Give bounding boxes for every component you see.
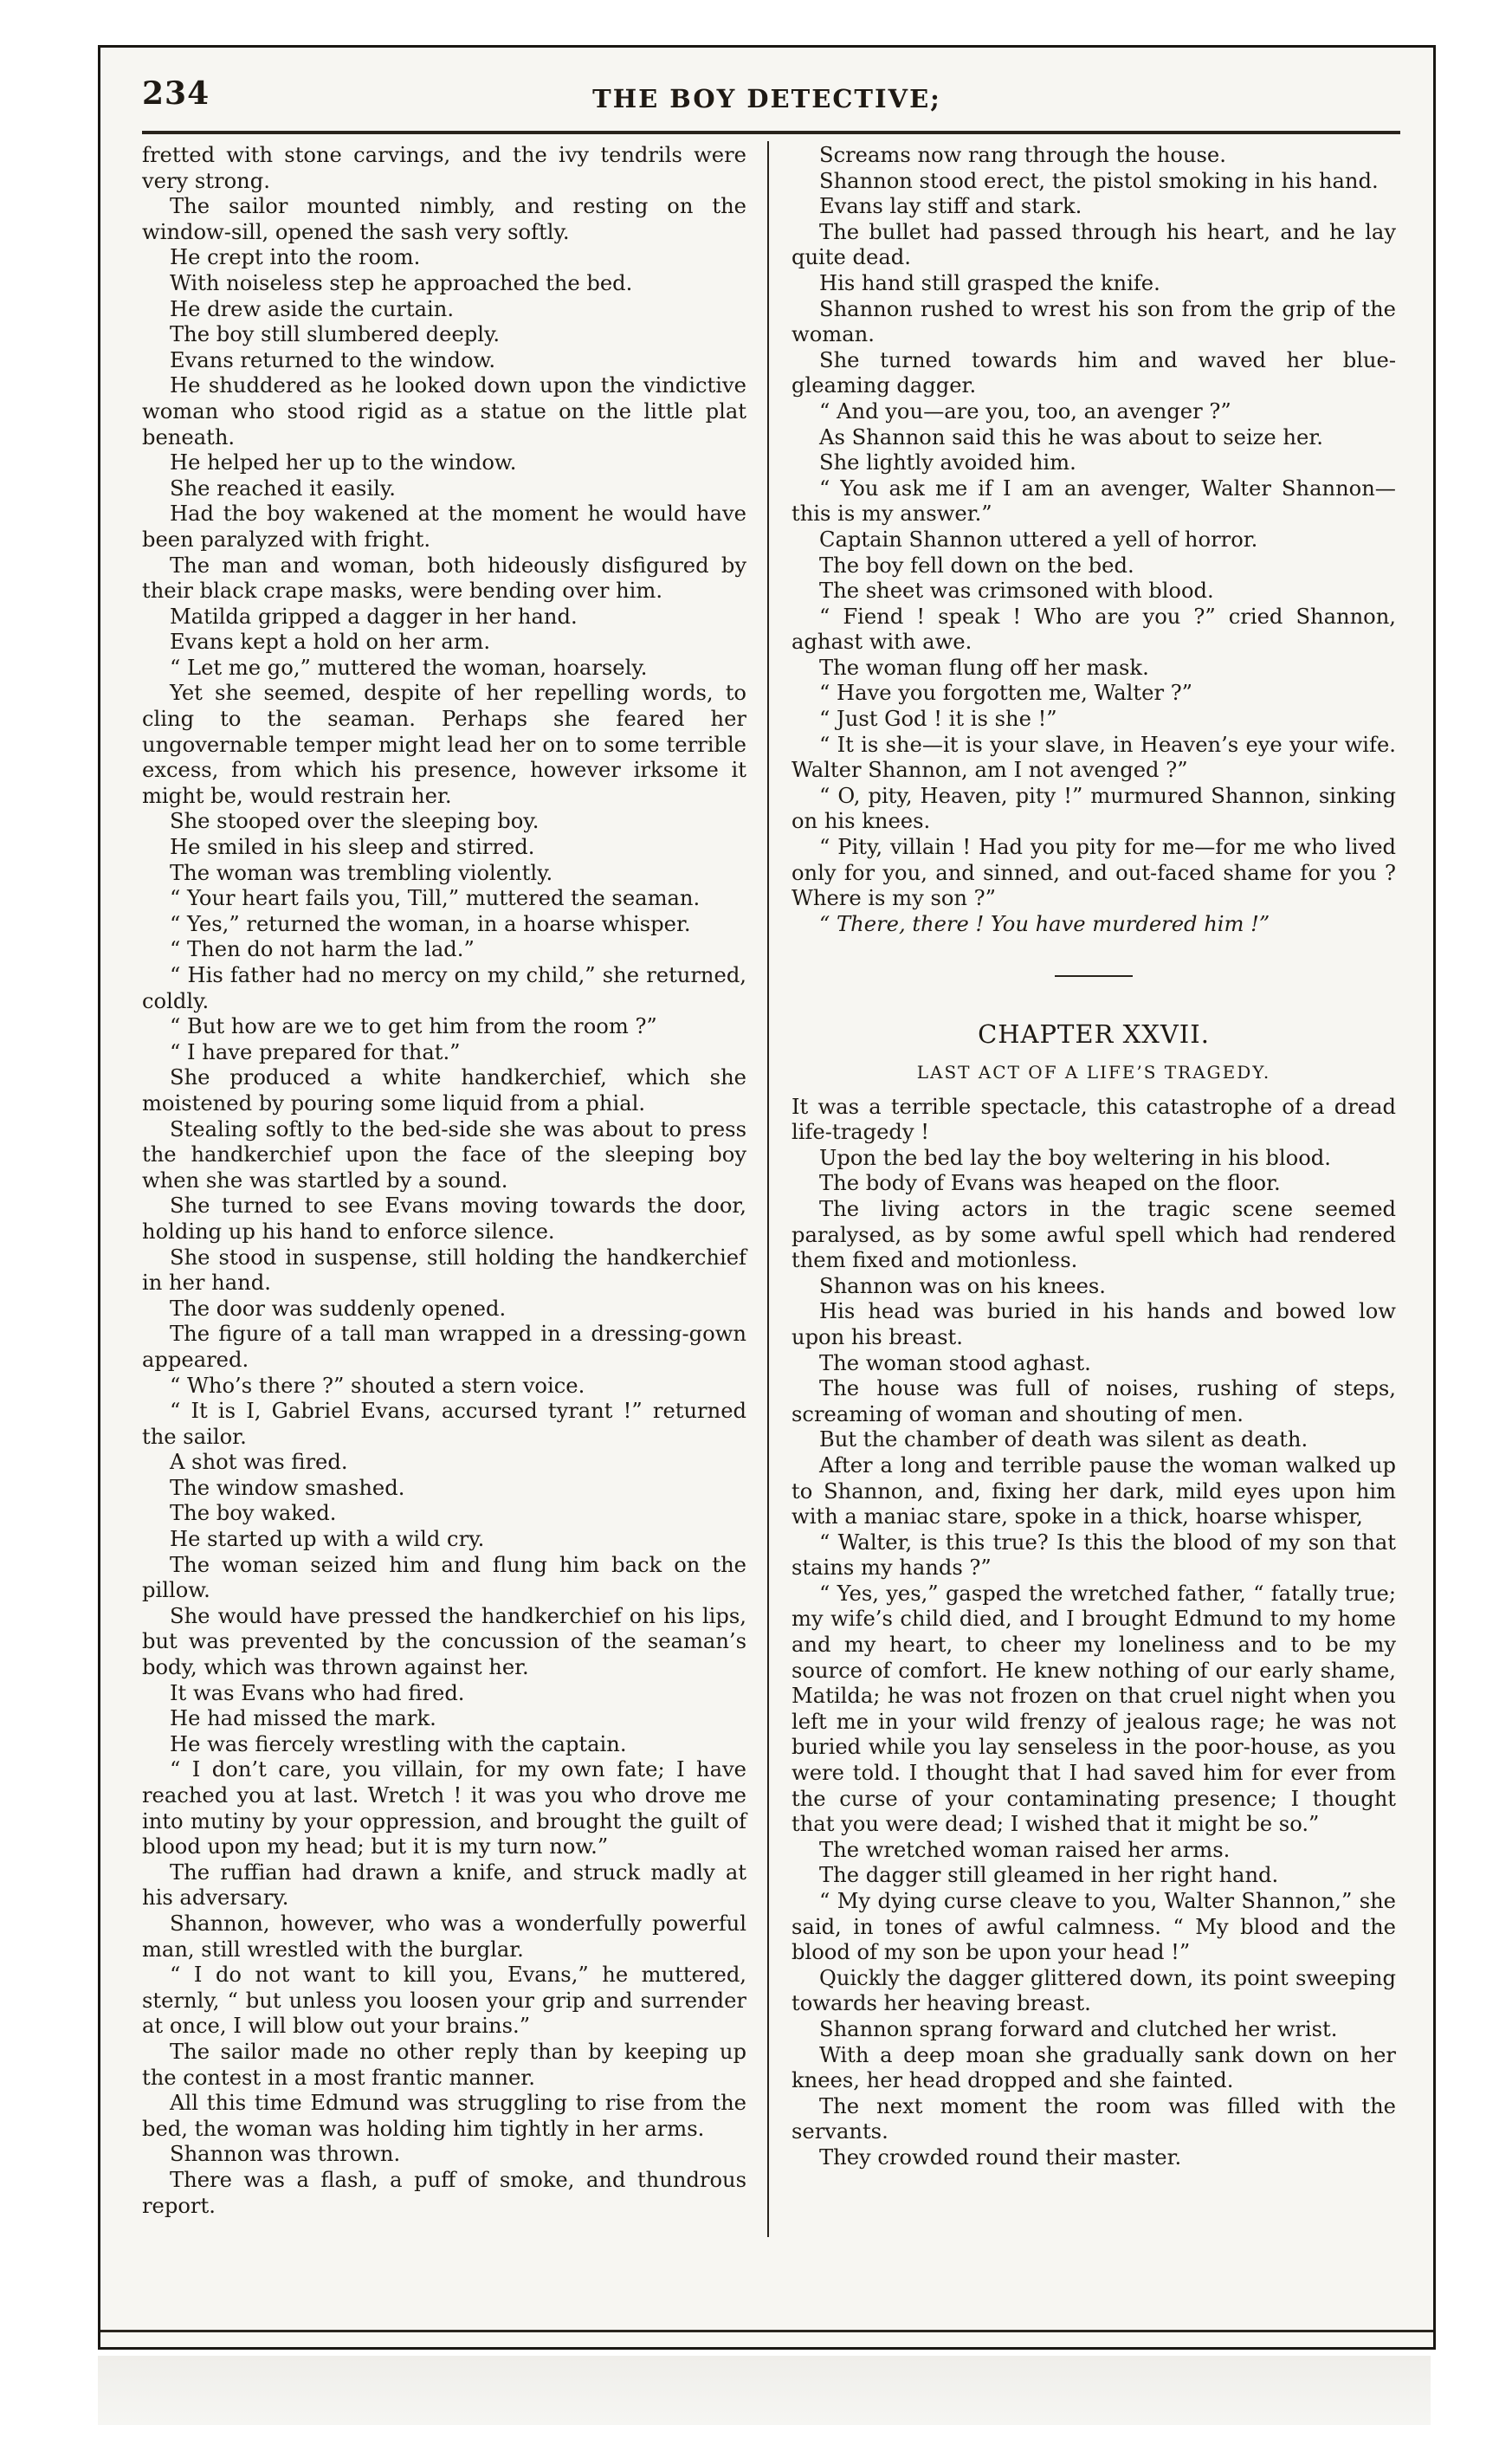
bottom-rule: [100, 2330, 1433, 2332]
paragraph: The house was full of noises, rushing of steps, screaming of woman and shouting of men.: [792, 1376, 1396, 1426]
paragraph: As Shannon said this he was about to seize her.: [819, 424, 1323, 449]
paragraph: He drew aside the curtain.: [170, 296, 455, 321]
header-rule: [142, 131, 1400, 134]
paragraph: Shannon stood erect, the pistol smoking in his hand.: [819, 168, 1379, 193]
paragraph: All this time Edmund was struggling to rise from the bed, the woman was holding him tightly in her arms.: [142, 2091, 746, 2141]
paragraph: “ Then do not harm the lad.”: [170, 937, 475, 962]
paragraph: “ Have you forgotten me, Walter ?”: [819, 681, 1193, 706]
paragraph: “ His father had no mercy on my child,” she returned, coldly.: [142, 963, 746, 1013]
page-number: 234: [142, 75, 210, 112]
paragraph: A shot was fired.: [170, 1450, 348, 1475]
paragraph: The woman flung off her mask.: [819, 655, 1149, 680]
right-column-text-before-chapter: [792, 143, 1396, 937]
paragraph: The woman seized him and flung him back on the pillow.: [142, 1552, 746, 1603]
paragraph: They crowded round their master.: [819, 2144, 1182, 2170]
paragraph: Shannon was on his knees.: [819, 1273, 1106, 1298]
paragraph: He crept into the room.: [170, 245, 421, 270]
paragraph: There was a flash, a puff of smoke, and thundrous report.: [142, 2167, 746, 2218]
paragraph: “ Your heart fails you, Till,” muttered the seaman.: [170, 886, 701, 911]
paragraph: The ruffian had drawn a knife, and struck madly at his adversary.: [142, 1859, 746, 1911]
paragraph: With noiseless step he approached the bed.: [170, 270, 633, 295]
paragraph: Screams now rang through the house.: [819, 143, 1226, 167]
paragraph: “ Yes, yes,” gasped the wretched father, “ fatally true; my wife’s child died, and I brought Edmund to my home and my heart, to cheer my loneliness and to be my source of comfort. He knew nothing of our early shame, Matilda; he was not frozen on that cruel night when you left me in your wild frenzy of jealous rage; he was not buried while you lay senseless in the poor-house, as you were told. I thought that I had saved him for ever from the curse of your contaminating presence; I thought that you were dead; I wished that it might be so.”: [792, 1581, 1396, 1837]
left-column: [142, 143, 746, 2219]
paragraph: “ Who’s there ?” shouted a stern voice.: [170, 1373, 585, 1398]
paragraph: The woman stood aghast.: [819, 1350, 1091, 1375]
paragraph: She turned towards him and waved her blue-gleaming dagger.: [792, 347, 1396, 398]
paragraph: The figure of a tall man wrapped in a dressing-gown appeared.: [142, 1322, 746, 1372]
paragraph: “ I have prepared for that.”: [170, 1039, 461, 1064]
paragraph: “ Just God ! it is she !”: [819, 707, 1057, 732]
paragraph: “ It is she—it is your slave, in Heaven’s eye your wife. Walter Shannon, am I not avenged ?”: [792, 732, 1396, 783]
running-title: THE BOY DETECTIVE;: [592, 84, 941, 113]
paragraph: The living actors in the tragic scene seemed paralysed, as by some awful spell which had rendered them fixed and motionless.: [792, 1196, 1396, 1273]
right-column-text-after-chapter: [792, 1095, 1396, 2171]
paragraph: He helped her up to the window.: [170, 450, 517, 475]
paragraph: She lightly avoided him.: [819, 450, 1076, 475]
paragraph: The window smashed.: [170, 1475, 405, 1500]
paragraph: “ Let me go,” muttered the woman, hoarsely.: [170, 655, 648, 680]
paragraph: Captain Shannon uttered a yell of horror.: [819, 527, 1258, 552]
paragraph: The wretched woman raised her arms.: [819, 1837, 1231, 1862]
paragraph: The sheet was crimsoned with blood.: [819, 579, 1214, 604]
paragraph: fretted with stone carvings, and the ivy tendrils were very strong.: [142, 143, 746, 193]
paragraph: The woman was trembling violently.: [170, 860, 553, 885]
paragraph: Stealing softly to the bed-side she was about to press the handkerchief upon the face of the sleeping boy when she was startled by a sound.: [142, 1116, 746, 1193]
paragraph: Had the boy wakened at the moment he would have been paralyzed with fright.: [142, 501, 746, 552]
paragraph: “ You ask me if I am an avenger, Walter Shannon—this is my answer.”: [792, 475, 1396, 527]
column-divider: [767, 141, 769, 2237]
paragraph: “ O, pity, Heaven, pity !” murmured Shannon, sinking on his knees.: [792, 783, 1396, 834]
paragraph: “ Walter, is this true? Is this the blood of my son that stains my hands ?”: [792, 1529, 1396, 1581]
paragraph: The sailor mounted nimbly, and resting on the window-sill, opened the sash very softly.: [142, 194, 746, 244]
paragraph: She stood in suspense, still holding the handkerchief in her hand.: [142, 1245, 746, 1296]
paragraph: He started up with a wild cry.: [170, 1527, 485, 1552]
paragraph: The boy fell down on the bed.: [819, 553, 1134, 578]
paragraph: Shannon sprang forward and clutched her wrist.: [819, 2016, 1338, 2041]
paragraph: Evans returned to the window.: [170, 347, 496, 372]
paragraph: Shannon, however, who was a wonderfully powerful man, still wrestled with the burglar.: [142, 1911, 746, 1962]
paragraph: After a long and terrible pause the woman walked up to Shannon, and, fixing her dark, mild eyes upon him with a maniac stare, spoke in a thick, hoarse whisper,: [792, 1452, 1396, 1529]
paragraph: She reached it easily.: [170, 475, 396, 501]
paragraph: “ And you—are you, too, an avenger ?”: [819, 398, 1231, 424]
paragraph: The next moment the room was filled with the servants.: [792, 2093, 1396, 2144]
paragraph: Evans lay stiff and stark.: [819, 194, 1082, 219]
paragraph: She would have pressed the handkerchief on his lips, but was prevented by the concussion of the seaman’s body, which was thrown against her.: [142, 1603, 746, 1680]
paragraph: Evans kept a hold on her arm.: [170, 630, 491, 655]
paragraph: “ It is I, Gabriel Evans, accursed tyrant !” returned the sailor.: [142, 1399, 746, 1449]
paragraph: “ My dying curse cleave to you, Walter Shannon,” she said, in tones of awful calmness. “ My blood and the blood of my son be upon your head !”: [792, 1889, 1396, 1965]
paragraph: The door was suddenly opened.: [170, 1296, 507, 1321]
paragraph: “ Fiend ! speak ! Who are you ?” cried Shannon, aghast with awe.: [792, 604, 1396, 655]
paragraph: Upon the bed lay the boy weltering in his blood.: [819, 1145, 1331, 1170]
paragraph: The bullet had passed through his heart, and he lay quite dead.: [792, 219, 1396, 270]
paragraph: He shuddered as he looked down upon the vindictive woman who stood rigid as a statue on the little plat beneath.: [142, 373, 746, 449]
paragraph: It was a terrible spectacle, this catastrophe of a dread life-tragedy !: [792, 1094, 1396, 1145]
paragraph: The body of Evans was heaped on the floor.: [819, 1171, 1281, 1196]
paragraph: With a deep moan she gradually sank down on her knees, her head dropped and she fainted.: [792, 2042, 1396, 2093]
paragraph: He had missed the mark.: [170, 1706, 436, 1731]
paragraph: “ I don’t care, you villain, for my own fate; I have reached you at last. Wretch ! it was you who drove me into mutiny by your oppression, and brought the guilt of blood upon my head; but it is my turn now.”: [142, 1757, 746, 1859]
paragraph: It was Evans who had fired.: [170, 1680, 465, 1705]
right-column: [792, 143, 1396, 2171]
paragraph: Shannon was thrown.: [170, 2142, 401, 2167]
paragraph: The boy still slumbered deeply.: [170, 322, 501, 347]
paragraph: He was fiercely wrestling with the captain.: [170, 1731, 627, 1756]
paragraph: She stooped over the sleeping boy.: [170, 809, 540, 834]
paragraph: “ Yes,” returned the woman, in a hoarse whisper.: [170, 911, 691, 936]
paragraph: The sailor made no other reply than by keeping up the contest in a most frantic manner.: [142, 2039, 746, 2090]
paragraph: Quickly the dagger glittered down, its point sweeping towards her heaving breast.: [792, 1965, 1396, 2016]
paragraph: “ There, there ! You have murdered him !”: [819, 911, 1270, 936]
paragraph: Yet she seemed, despite of her repelling words, to cling to the seaman. Perhaps she feared her ungovernable temper might lead her on to some terrible excess, from which his presence, however irksome it might be, would restrain her.: [142, 681, 746, 808]
paragraph: But the chamber of death was silent as death.: [819, 1427, 1308, 1452]
paragraph: “ But how are we to get him from the room ?”: [170, 1014, 657, 1039]
paragraph: The man and woman, both hideously disfigured by their black crape masks, were bending over him.: [142, 553, 746, 604]
chapter-subtitle: LAST ACT OF A LIFE’S TRAGEDY.: [916, 1062, 1271, 1083]
paragraph: His head was buried in his hands and bowed low upon his breast.: [792, 1299, 1396, 1349]
paragraph: Matilda gripped a dagger in her hand.: [170, 604, 578, 629]
paragraph: She turned to see Evans moving towards the door, holding up his hand to enforce silence.: [142, 1193, 746, 1244]
paragraph: His hand still grasped the knife.: [819, 270, 1160, 295]
chapter-title: CHAPTER XXVII.: [978, 1019, 1210, 1050]
bleed-through-strip: [98, 2356, 1431, 2425]
paragraph: “ Pity, villain ! Had you pity for me—for me who lived only for you, and sinned, and out-faced shame for you ? Where is my son ?”: [792, 835, 1396, 911]
paragraph: She produced a white handkerchief, which she moistened by pouring some liquid from a phial.: [142, 1065, 746, 1116]
book-page: [98, 45, 1436, 2350]
paragraph: Shannon rushed to wrest his son from the grip of the woman.: [792, 296, 1396, 347]
paragraph: He smiled in his sleep and stirred.: [170, 835, 535, 860]
paragraph: The dagger still gleamed in her right hand.: [819, 1863, 1279, 1888]
paragraph: The boy waked.: [170, 1501, 337, 1526]
scene-break-rule: [1055, 975, 1133, 977]
paragraph: “ I do not want to kill you, Evans,” he muttered, sternly, “ but unless you loosen your grip and surrender at once, I will blow out your brains.”: [142, 1963, 746, 2039]
